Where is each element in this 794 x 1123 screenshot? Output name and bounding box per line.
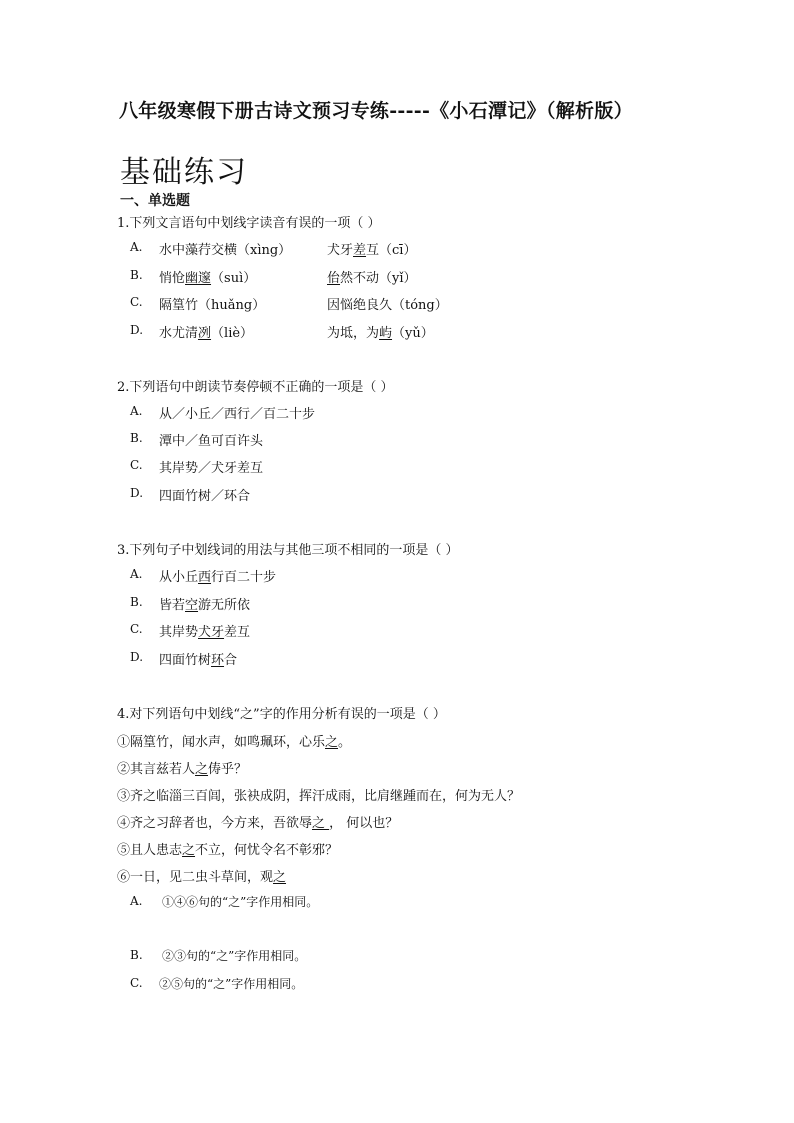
q4-option-a-letter: A. [130,894,143,908]
q4-option-c-text: ②⑤句的“之”字作用相同。 [159,977,304,991]
q2-option-c-text: 其岸势／犬牙差互 [159,461,264,476]
q1-option-b-letter: B. [130,268,143,282]
document-title: 八年级寒假下册古诗文预习专练-----《小石潭记》（解析版） [119,100,633,122]
q4-option-b-text: ②③句的“之”字作用相同。 [162,949,307,963]
q1-option-d-part1: 水尤清冽（liè） [159,326,254,341]
q4-sentence-3: ③齐之临淄三百闾，张袂成阴，挥汗成雨，比肩继踵而在，何为无人？ [117,789,521,804]
question-1-stem: 1.下列文言语句中划线字读音有误的一项（ ） [117,216,381,231]
q2-option-b-letter: B. [130,431,143,445]
q4-sentence-1: ①隔篁竹，闻水声，如鸣珮环，心乐之。 [117,735,352,750]
q3-option-a-letter: A. [130,567,143,581]
q3-option-b-letter: B. [130,595,143,609]
q4-sentence-6: ⑥一日，见二虫斗草间，观之 [117,870,287,885]
section-title: 基础练习 [120,155,248,190]
question-2-stem: 2.下列语句中朗读节奏停顿不正确的一项是（ ） [117,380,394,395]
q3-option-d-letter: D. [130,650,144,664]
q4-option-a-text: ①④⑥句的“之”字作用相同。 [162,895,319,909]
q2-option-a-letter: A. [130,404,143,418]
q4-sentence-4: ④齐之习辞者也，今方来，吾欲辱之 ， 何以也？ [117,816,399,831]
q3-option-c-letter: C. [130,622,143,636]
q4-option-b-letter: B. [130,948,143,962]
q1-option-a-letter: A. [130,240,143,254]
q3-option-d-text: 四面竹树环合 [159,653,238,668]
q3-option-b-text: 皆若空游无所依 [159,598,251,613]
question-3-stem: 3.下列句子中划线词的用法与其他三项不相同的一项是（ ） [117,543,459,558]
q4-option-c-letter: C. [130,976,143,990]
q4-sentence-2: ②其言兹若人之俦乎？ [117,762,248,777]
q2-option-c-letter: C. [130,458,143,472]
q1-option-b-part2: 佁然不动（yǐ） [327,271,417,286]
q1-option-c-part1: 隔篁竹（huǎng） [159,298,266,313]
q2-option-d-text: 四面竹树／环合 [159,489,251,504]
q2-option-a-text: 从／小丘／西行／百二十步 [159,407,316,422]
q1-option-b-part1: 悄怆幽邃（suì） [159,271,257,286]
q1-option-c-part2: 因悩绝良久（tóng） [327,298,448,313]
question-4-stem: 4.对下列语句中划线“之”字的作用分析有误的一项是（ ） [117,707,446,722]
q1-option-a-part2: 犬牙差互（cī） [327,243,417,258]
q4-sentence-5: ⑤且人患志之不立，何忧令名不彰邪？ [117,843,339,858]
q1-option-d-letter: D. [130,323,144,337]
q2-option-b-text: 潭中／鱼可百许头 [159,434,264,449]
q1-option-a-part1: 水中藻荇交横（xìng） [159,243,292,258]
q3-option-a-text: 从小丘西行百二十步 [159,570,277,585]
q2-option-d-letter: D. [130,486,144,500]
q3-option-c-text: 其岸势犬牙差互 [159,625,251,640]
q1-option-d-part2: 为坻，为屿（yǔ） [327,326,434,341]
subsection-title: 一、单选题 [120,193,190,209]
q1-option-c-letter: C. [130,295,143,309]
